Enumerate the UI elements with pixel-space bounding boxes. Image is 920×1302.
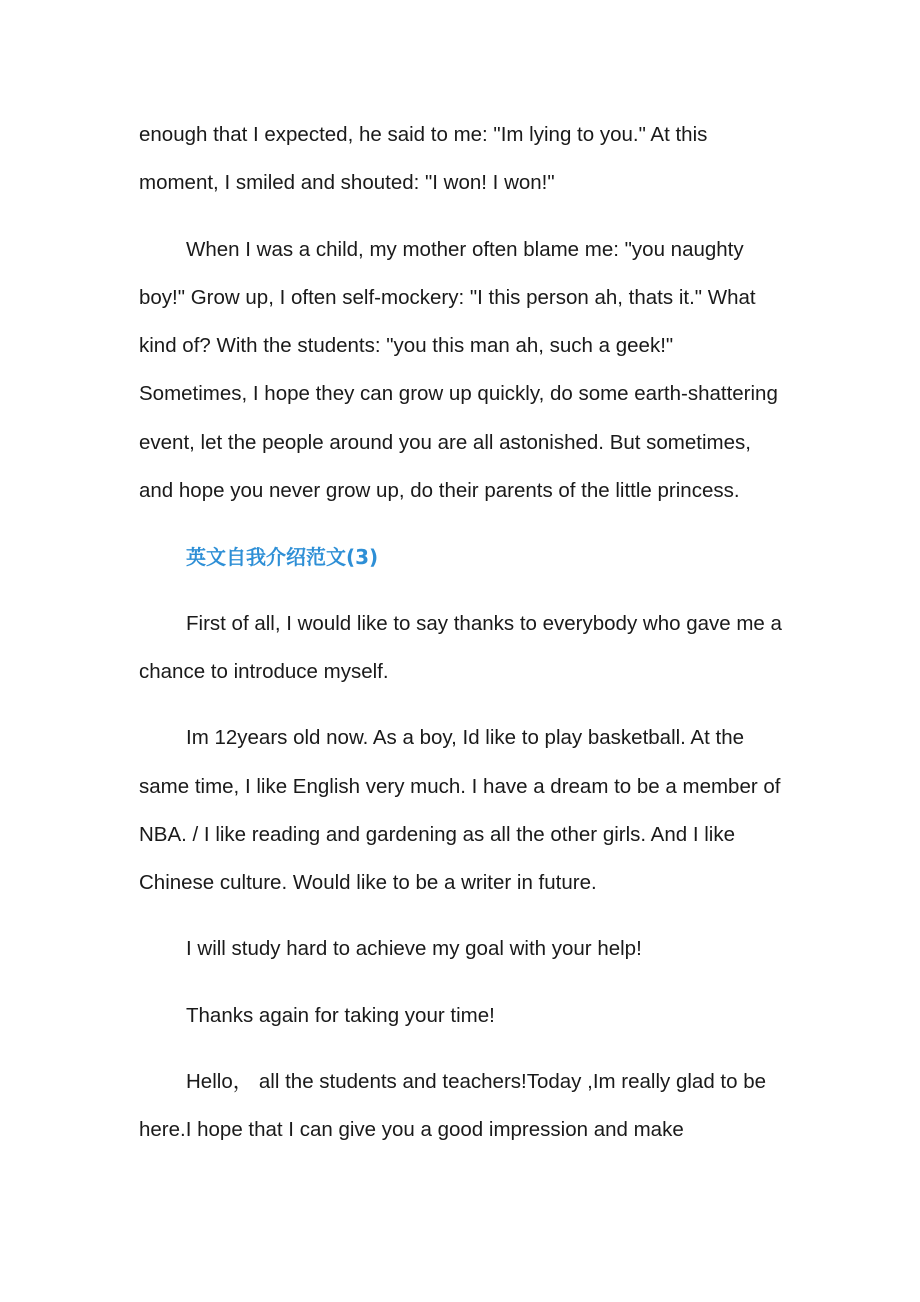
paragraph-thanks: First of all, I would like to say thanks to everybody who gave me a chance to introduce myself. — [139, 611, 782, 683]
paragraph-greeting: Hello， all the students and teachers!Today ,Im really glad to be here.I hope that I can give you a good impression and make — [139, 1070, 767, 1142]
section-heading: 英文自我介绍范文(3) — [186, 545, 379, 570]
paragraph-goal: I will study hard to achieve my goal with your help! — [186, 937, 642, 961]
paragraph-about-me: Im 12years old now. As a boy, Id like to play basketball. At the same time, I like English very much. I have a dream to be a member of NBA. / I like reading and gardening as all the other girls. And I like Chinese culture. Would like to be a writer in future. — [139, 726, 781, 895]
document-body — [139, 111, 784, 1173]
paragraph-continuation: enough that I expected, he said to me: "Im lying to you." At this moment, I smiled and shouted: "I won! I won!" — [139, 123, 708, 195]
paragraph-thanks-again: Thanks again for taking your time! — [186, 1003, 495, 1027]
paragraph-childhood: When I was a child, my mother often blame me: "you naughty boy!" Grow up, I often self-mockery: "I this person ah, thats it." What kind of? With the students: "you this man ah, such a geek!" Sometimes, I hope they can grow up quickly, do some earth-shattering event, let the people around you are all astonished. But sometimes, and hope you never grow up, do their parents of the little princess. — [139, 237, 778, 503]
